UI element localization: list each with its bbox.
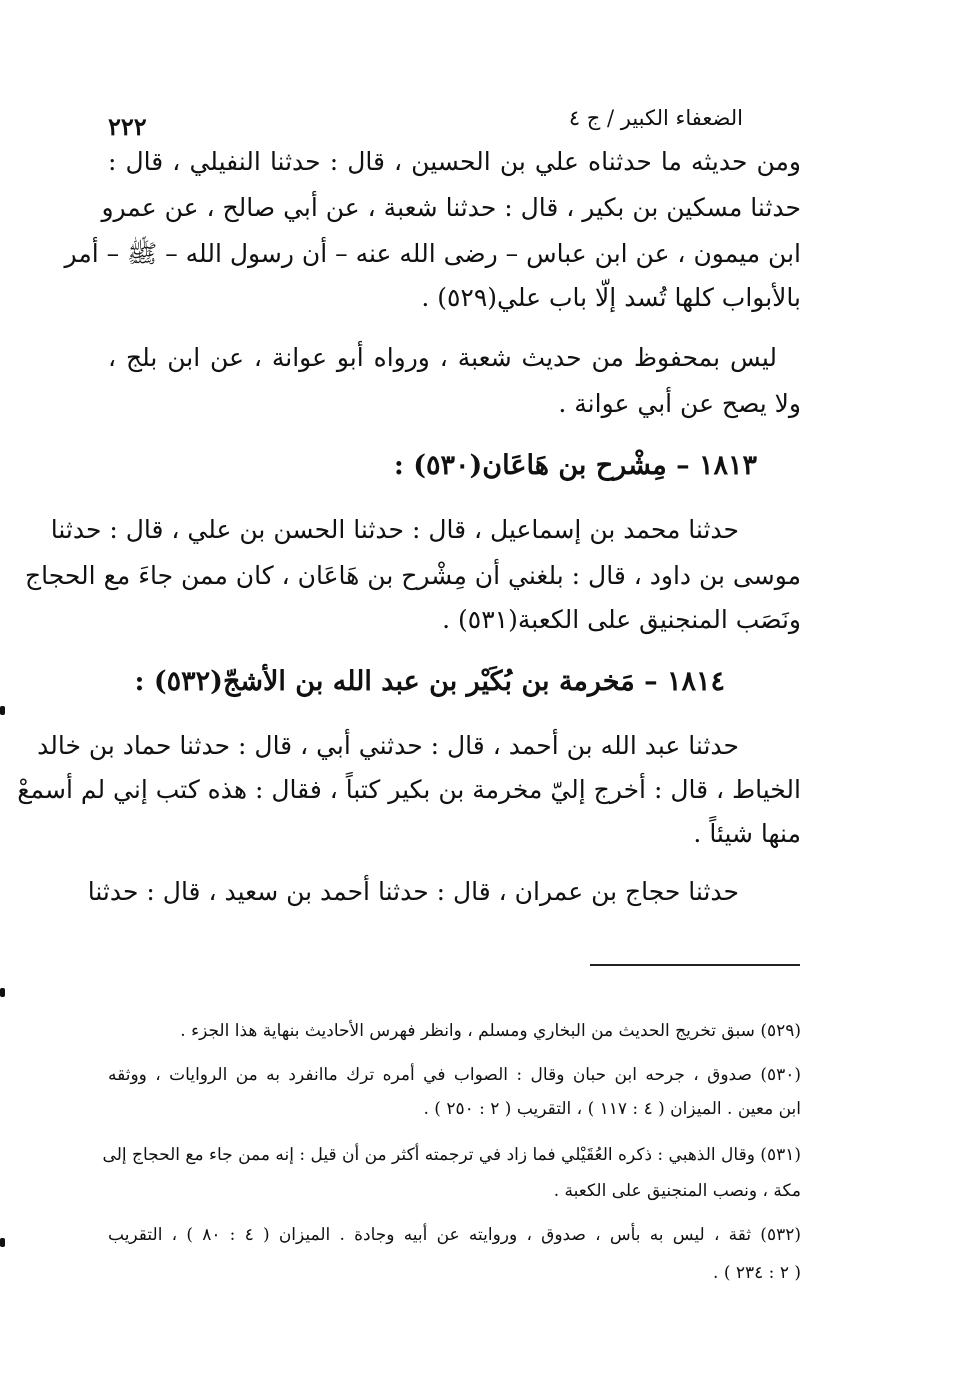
body-line: حدثنا حجاج بن عمران ، قال : حدثنا أحمد بن سعيد ، قال : حدثنا [87,877,739,906]
scan-mark [0,706,5,715]
footnote: ( ٢ : ٢٣٤ ) . [713,1263,801,1283]
body-line: ومن حديثه ما حدثناه علي بن الحسين ، قال : حدثنا النفيلي ، قال : [108,147,801,176]
body-line: ليس بمحفوظ من حديث شعبة ، ورواه أبو عوانة ، عن ابن بلج ، [108,343,777,372]
scan-mark [0,988,5,997]
footnote: (٥٣٢) ثقة ، ليس به بأس ، صدوق ، وروايته عن أبيه وجادة . الميزان ( ٤ : ٨٠ ) ، التقريب [108,1225,801,1245]
footnote-separator [590,964,800,966]
body-line: ابن ميمون ، عن ابن عباس – رضى الله عنه – أن رسول الله – ﷺ – أمر [64,239,801,268]
footnote: مكة ، ونصب المنجنيق على الكعبة . [553,1181,801,1201]
footnote: (٥٢٩) سبق تخريج الحديث من البخاري ومسلم ، وانظر فهرس الأحاديث بنهاية هذا الجزء . [180,1021,801,1041]
page-number: ٢٢٢ [108,112,147,141]
running-title: الضعفاء الكبير / ج ٤ [568,106,743,130]
body-line: حدثنا عبد الله بن أحمد ، قال : حدثني أبي ، قال : حدثنا حماد بن خالد [37,731,739,760]
footnote: ابن معين . الميزان ( ٤ : ١١٧ ) ، التقريب ( ٢ : ٢٥٠ ) . [423,1099,801,1119]
footnote: (٥٣٠) صدوق ، جرحه ابن حبان وقال : الصواب في أمره ترك ماانفرد به من الروايات ، ووثقه [108,1065,801,1085]
body-line: منها شيئاً . [693,819,801,848]
body-line: موسى بن داود ، قال : بلغني أن مِشْرح بن هَاعَان ، كان ممن جاءَ مع الحجاج [25,561,801,590]
entry-heading: ١٨١٣ – مِشْرح بن هَاعَان(٥٣٠) : [393,450,757,481]
footnote: (٥٣١) وقال الذهبي : ذكره العُقَيْلي فما زاد في ترجمته أكثر من أن قيل : إنه ممن جاء مع الحجاج إلى [102,1145,801,1165]
entry-heading: ١٨١٤ – مَخرمة بن بُكَيْر بن عبد الله بن الأشجّ(٥٣٢) : [134,666,725,697]
body-line: ولا يصح عن أبي عوانة . [558,389,801,418]
body-line: حدثنا محمد بن إسماعيل ، قال : حدثنا الحسن بن علي ، قال : حدثنا [50,515,739,544]
body-line: ونَصَب المنجنيق على الكعبة(٥٣١) . [442,605,801,634]
body-line: حدثنا مسكين بن بكير ، قال : حدثنا شعبة ، عن أبي صالح ، عن عمرو [101,193,801,222]
scan-mark [0,1238,5,1247]
body-line: الخياط ، قال : أخرج إليّ مخرمة بن بكير كتباً ، فقال : هذه كتب إني لم أسمعْ [17,775,801,804]
body-line: بالأبواب كلها تُسد إلّا باب علي(٥٢٩) . [421,283,801,312]
page-header [108,106,743,142]
